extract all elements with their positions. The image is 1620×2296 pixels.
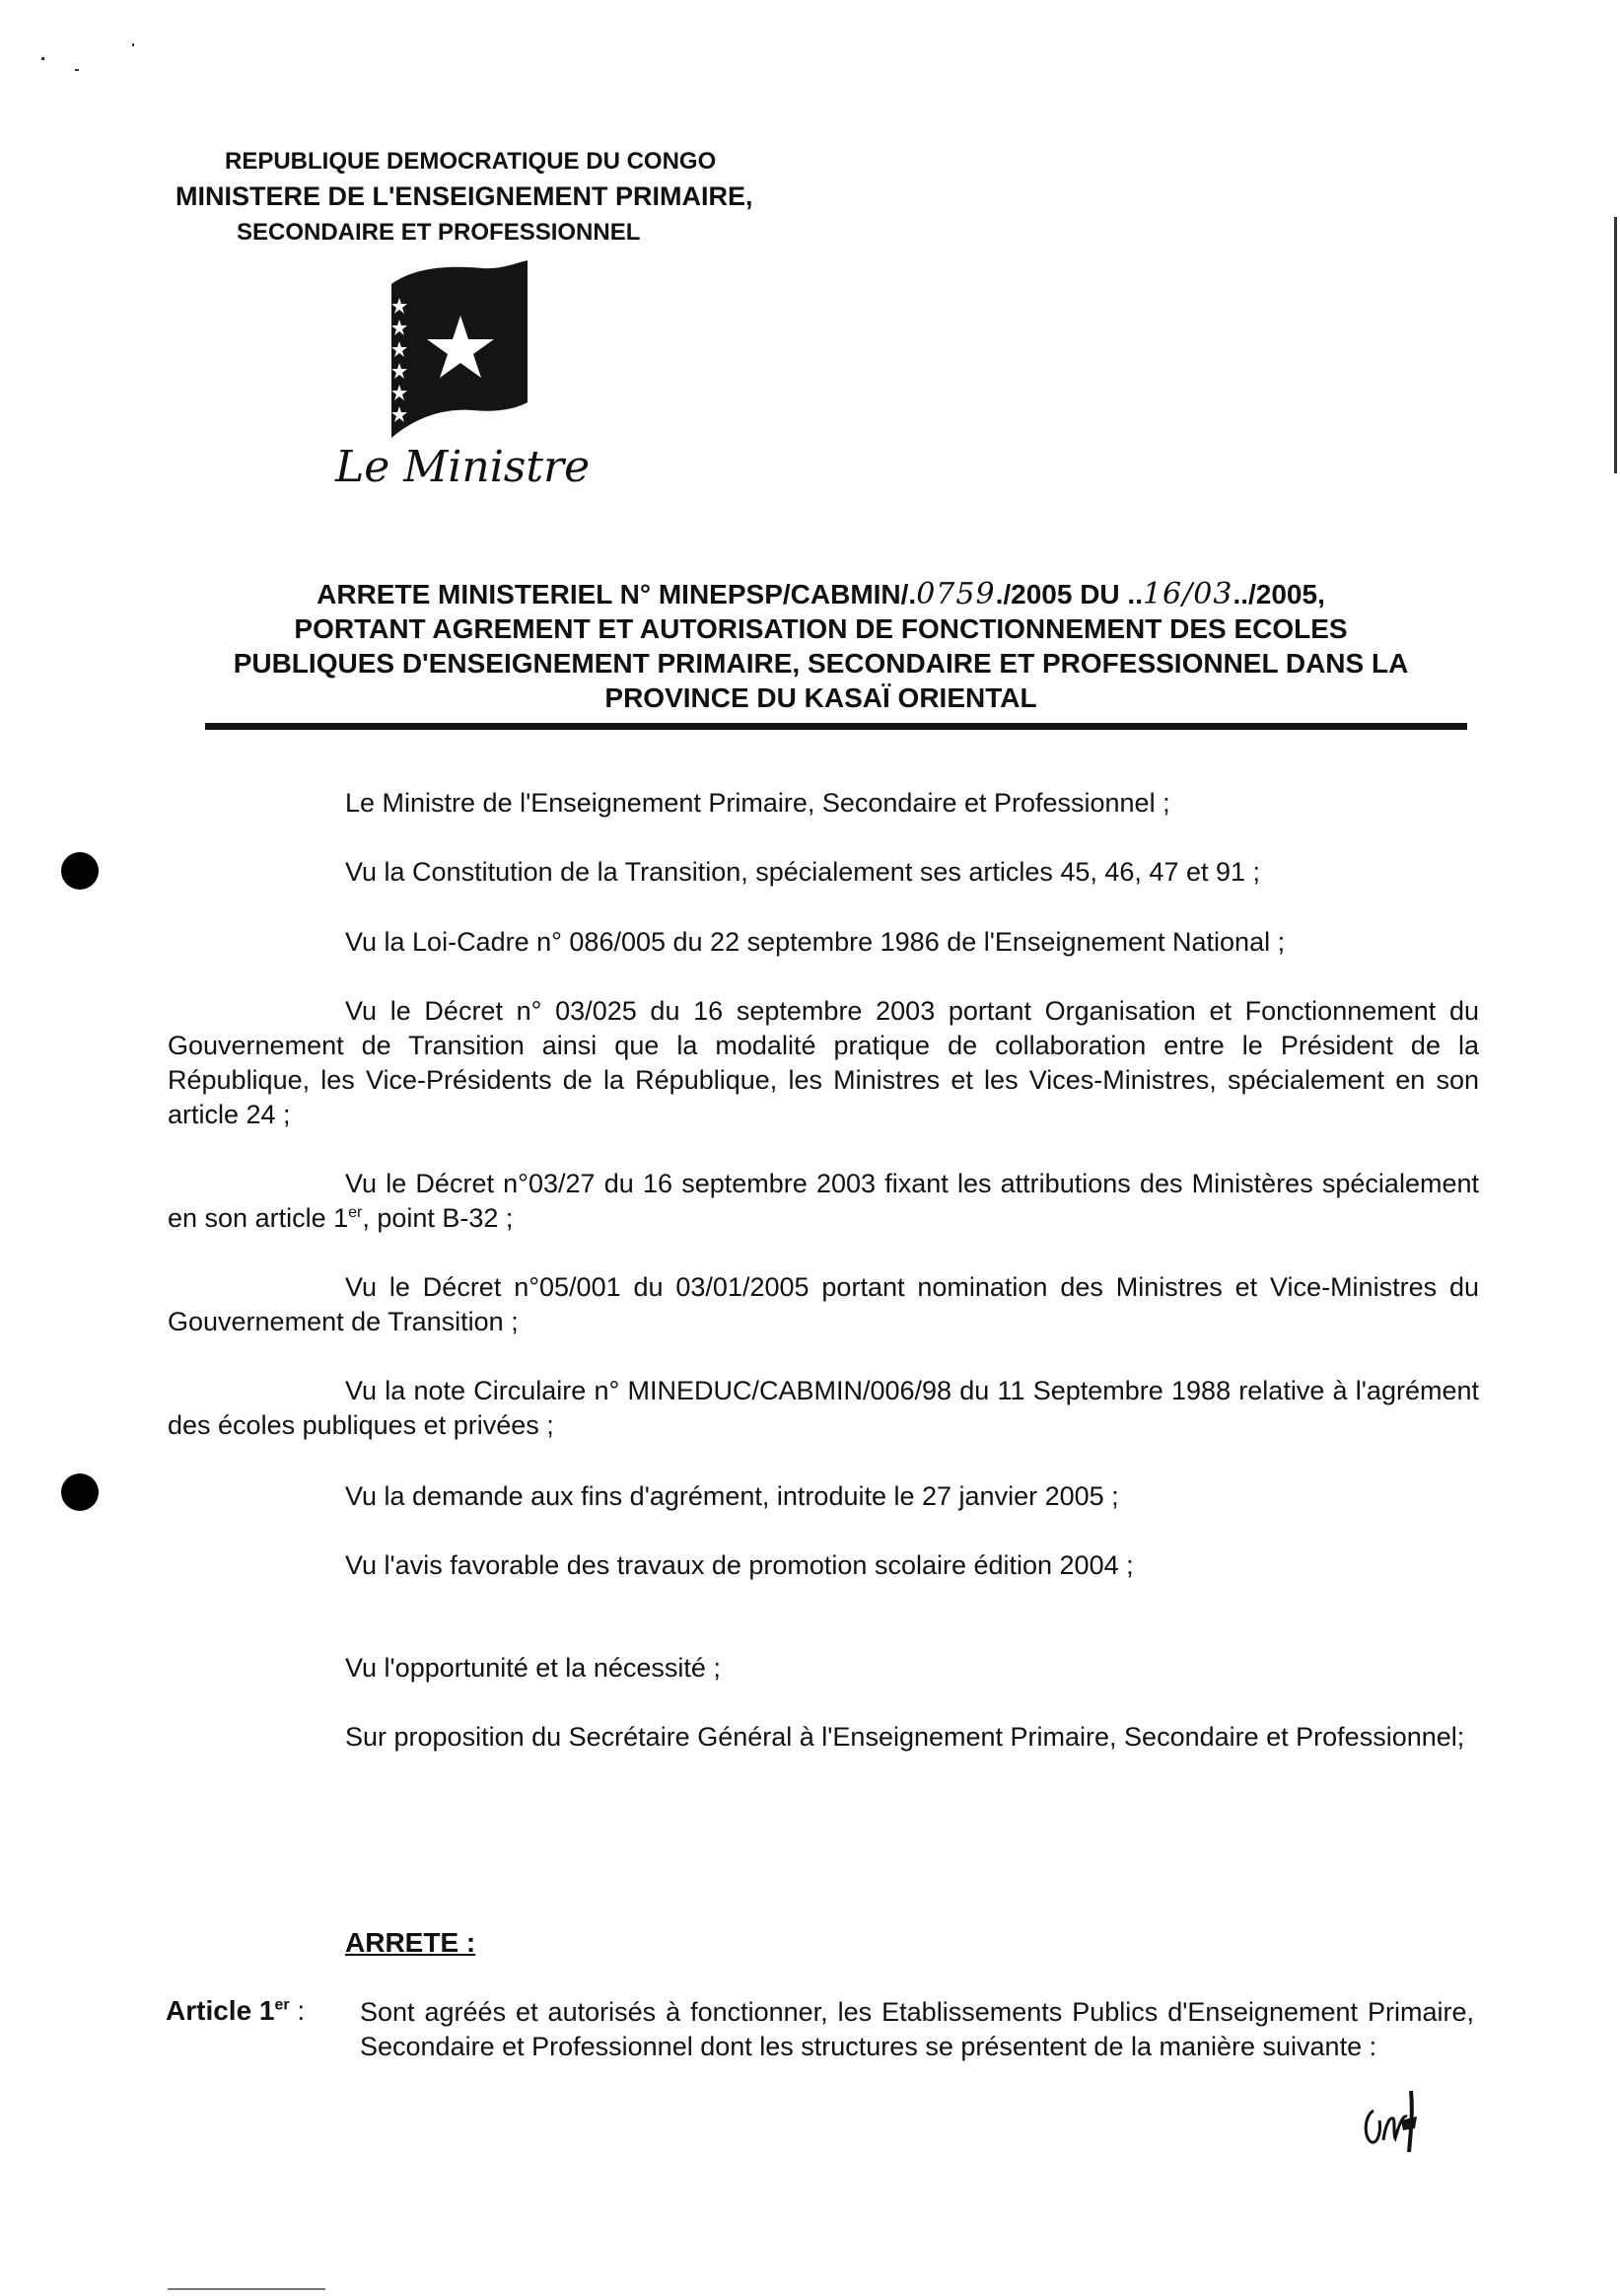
scan-speck — [132, 43, 134, 46]
handwritten-initials — [1356, 2081, 1435, 2165]
decree-title — [158, 577, 1484, 715]
header-ministry-sub: SECONDAIRE ET PROFESSIONNEL — [237, 219, 641, 246]
scan-speck — [75, 69, 79, 71]
decree-title-line4: PROVINCE DU KASAÏ ORIENTAL — [604, 682, 1037, 713]
preamble-decret-03-025: Vu le Décret n° 03/025 du 16 septembre 2003 portant Organisation et Fonctionnement du Gouvernement de Transition ainsi que la modalité pratique de collaboration entre le Président de la République, les Vice-Présidents de la République, les Ministres et les Vices-Ministres, spécialement en son article 24 ; — [168, 996, 1479, 1129]
preamble-decret-03-27-text: Vu le Décret n°03/27 du 16 septembre 2003 fixant les attributions des Ministères spécialement en son article 1 — [168, 1169, 1479, 1233]
preamble-decret-03-27-end: , point B-32 ; — [362, 1203, 514, 1233]
punch-hole — [61, 1473, 99, 1511]
decree-date-handwritten: 16/03 — [1142, 577, 1233, 611]
right-edge-mark — [1614, 217, 1617, 473]
flag-emblem-icon — [380, 254, 537, 442]
superscript-er: er — [348, 1204, 363, 1221]
preamble-decret-05-001: Vu le Décret n°05/001 du 03/01/2005 portant nomination des Ministres et Vice-Ministres du Gouvernement de Transition ; — [168, 1272, 1479, 1336]
decree-number-prefix: ARRETE MINISTERIEL N° MINEPSP/CABMIN/. — [317, 579, 917, 610]
decree-title-line1 — [158, 577, 1484, 611]
arrete-heading: ARRETE : — [345, 1927, 476, 1958]
punch-hole — [61, 852, 99, 890]
article-1-label — [166, 1995, 305, 2027]
preamble-loi-cadre: Vu la Loi-Cadre n° 086/005 du 22 septembre 1986 de l'Enseignement National ; — [345, 927, 1286, 957]
article-1-superscript: er — [274, 1996, 290, 2014]
article-1-label-text: Article 1 — [166, 1995, 275, 2026]
preamble-minister: Le Ministre de l'Enseignement Primaire, Secondaire et Professionnel ; — [345, 788, 1170, 818]
header-ministry: MINISTERE DE L'ENSEIGNEMENT PRIMAIRE, — [176, 181, 753, 211]
preamble-opportunite: Vu l'opportunité et la nécessité ; — [345, 1653, 721, 1683]
decree-number-handwritten: 0759 — [916, 577, 996, 611]
decree-date-suffix: ../2005, — [1233, 579, 1325, 610]
bottom-edge-mark — [168, 2288, 325, 2290]
preamble-decret-03-27 — [168, 1167, 1479, 1236]
decree-number-mid: ./2005 DU .. — [995, 579, 1143, 610]
header-republic: REPUBLIQUE DEMOCRATIQUE DU CONGO — [225, 148, 717, 175]
decree-title-line2: PORTANT AGREMENT ET AUTORISATION DE FONCTIONNEMENT DES ECOLES — [294, 613, 1348, 644]
preamble-proposition: Sur proposition du Secrétaire Général à l'Enseignement Primaire, Secondaire et Professionnel; — [345, 1722, 1465, 1752]
scan-speck — [41, 57, 44, 60]
article-1-colon: : — [289, 1995, 306, 2026]
preamble-demande: Vu la demande aux fins d'agrément, introduite le 27 janvier 2005 ; — [345, 1481, 1119, 1511]
preamble-note-circulaire: Vu la note Circulaire n° MINEDUC/CABMIN/006/98 du 11 Septembre 1988 relative à l'agrément des écoles publiques et privées ; — [168, 1376, 1479, 1440]
article-1-text: Sont agréés et autorisés à fonctionner, les Etablissements Publics d'Enseignement Primaire, Secondaire et Professionnel dont les structures se présentent de la manière suivante : — [360, 1997, 1474, 2061]
decree-title-line3: PUBLIQUES D'ENSEIGNEMENT PRIMAIRE, SECONDAIRE ET PROFESSIONNEL DANS LA — [233, 648, 1409, 679]
preamble-avis: Vu l'avis favorable des travaux de promotion scolaire édition 2004 ; — [345, 1550, 1134, 1580]
title-rule — [205, 723, 1467, 730]
signature-title: Le Ministre — [335, 442, 591, 492]
preamble-constitution: Vu la Constitution de la Transition, spécialement ses articles 45, 46, 47 et 91 ; — [345, 857, 1261, 887]
